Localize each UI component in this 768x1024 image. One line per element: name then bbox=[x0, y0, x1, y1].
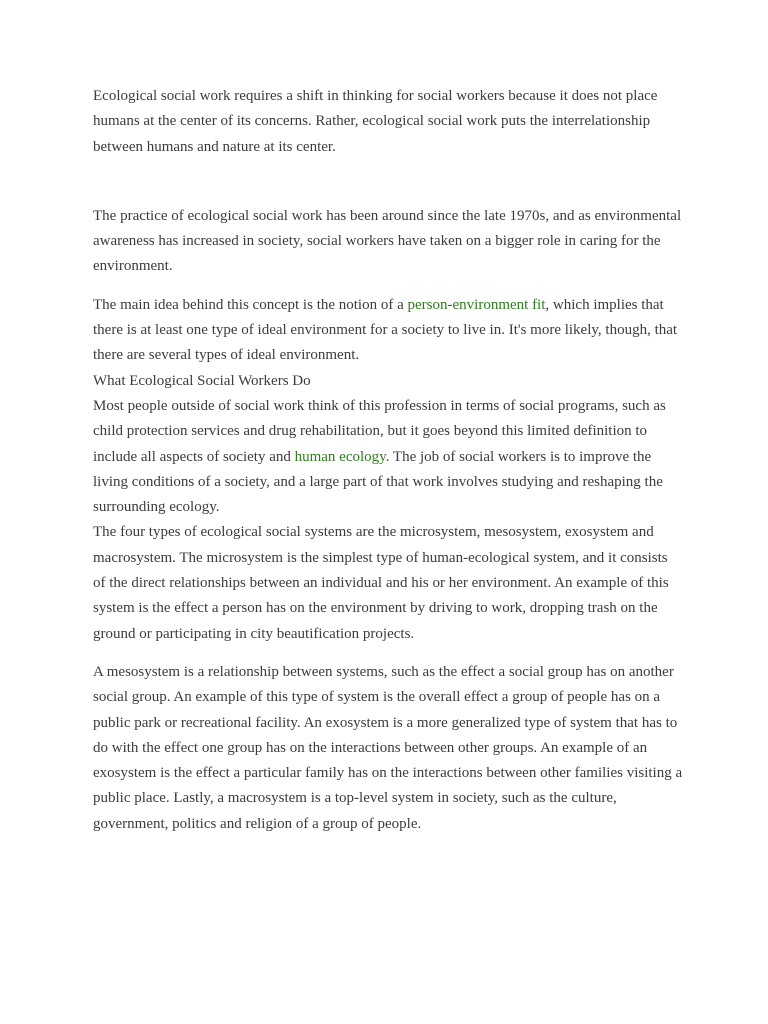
mesosystem-paragraph: A mesosystem is a relationship between systems, such as the effect a social group has on another social group. An example of this type of system is the overall effect a group of people has on a public park or recreational facility. An exosystem is a more generalized type of system that has to do with the effect one group has on the interactions between other groups. An example of an exosystem is the effect a particular family has on the interactions between other families visiting a public place. Lastly, a macrosystem is a top-level system in society, such as the culture, government, politics and religion of a group of people. bbox=[93, 663, 683, 832]
concept-paragraph bbox=[93, 293, 683, 369]
concept-text-after: , which implies that there is at least one type of ideal environment for a society to live in. It's more likely, though, that there are several types of ideal environment. bbox=[93, 296, 678, 364]
section-heading: What Ecological Social Workers Do bbox=[93, 372, 311, 389]
intro-paragraph: Ecological social work requires a shift in thinking for social workers because it does not place humans at the center of its concerns. Rather, ecological social work puts the interrelationship between humans and nature at its center. bbox=[93, 88, 658, 155]
systems-paragraph: The four types of ecological social systems are the microsystem, mesosystem, exosystem and macrosystem. The microsystem is the simplest type of human-ecological system, and it consists of the direct relationships between an individual and his or her environment. An example of this system is the effect a person has on the environment by driving to work, dropping trash on the ground or participating in city beautification projects. bbox=[93, 524, 669, 642]
concept-text-before: The main idea behind this concept is the notion of a bbox=[93, 296, 408, 313]
person-environment-fit-link[interactable]: person-environment fit bbox=[407, 296, 546, 313]
document-body bbox=[93, 84, 683, 837]
human-ecology-link[interactable]: human ecology bbox=[294, 448, 386, 465]
profession-text-before: Most people outside of social work think of this profession in terms of social programs, such as child protection services and drug rehabilitation, but it goes beyond this limited definition to include all aspects of society and bbox=[93, 397, 666, 465]
profession-paragraph bbox=[93, 394, 683, 520]
profession-text-after: . The job of social workers is to improve the living conditions of a society, and a large part of that work involves studying and reshaping the surrounding ecology. bbox=[93, 448, 663, 516]
history-paragraph: The practice of ecological social work has been around since the late 1970s, and as environmental awareness has increased in society, social workers have taken on a bigger role in caring for the environment. bbox=[93, 207, 682, 275]
